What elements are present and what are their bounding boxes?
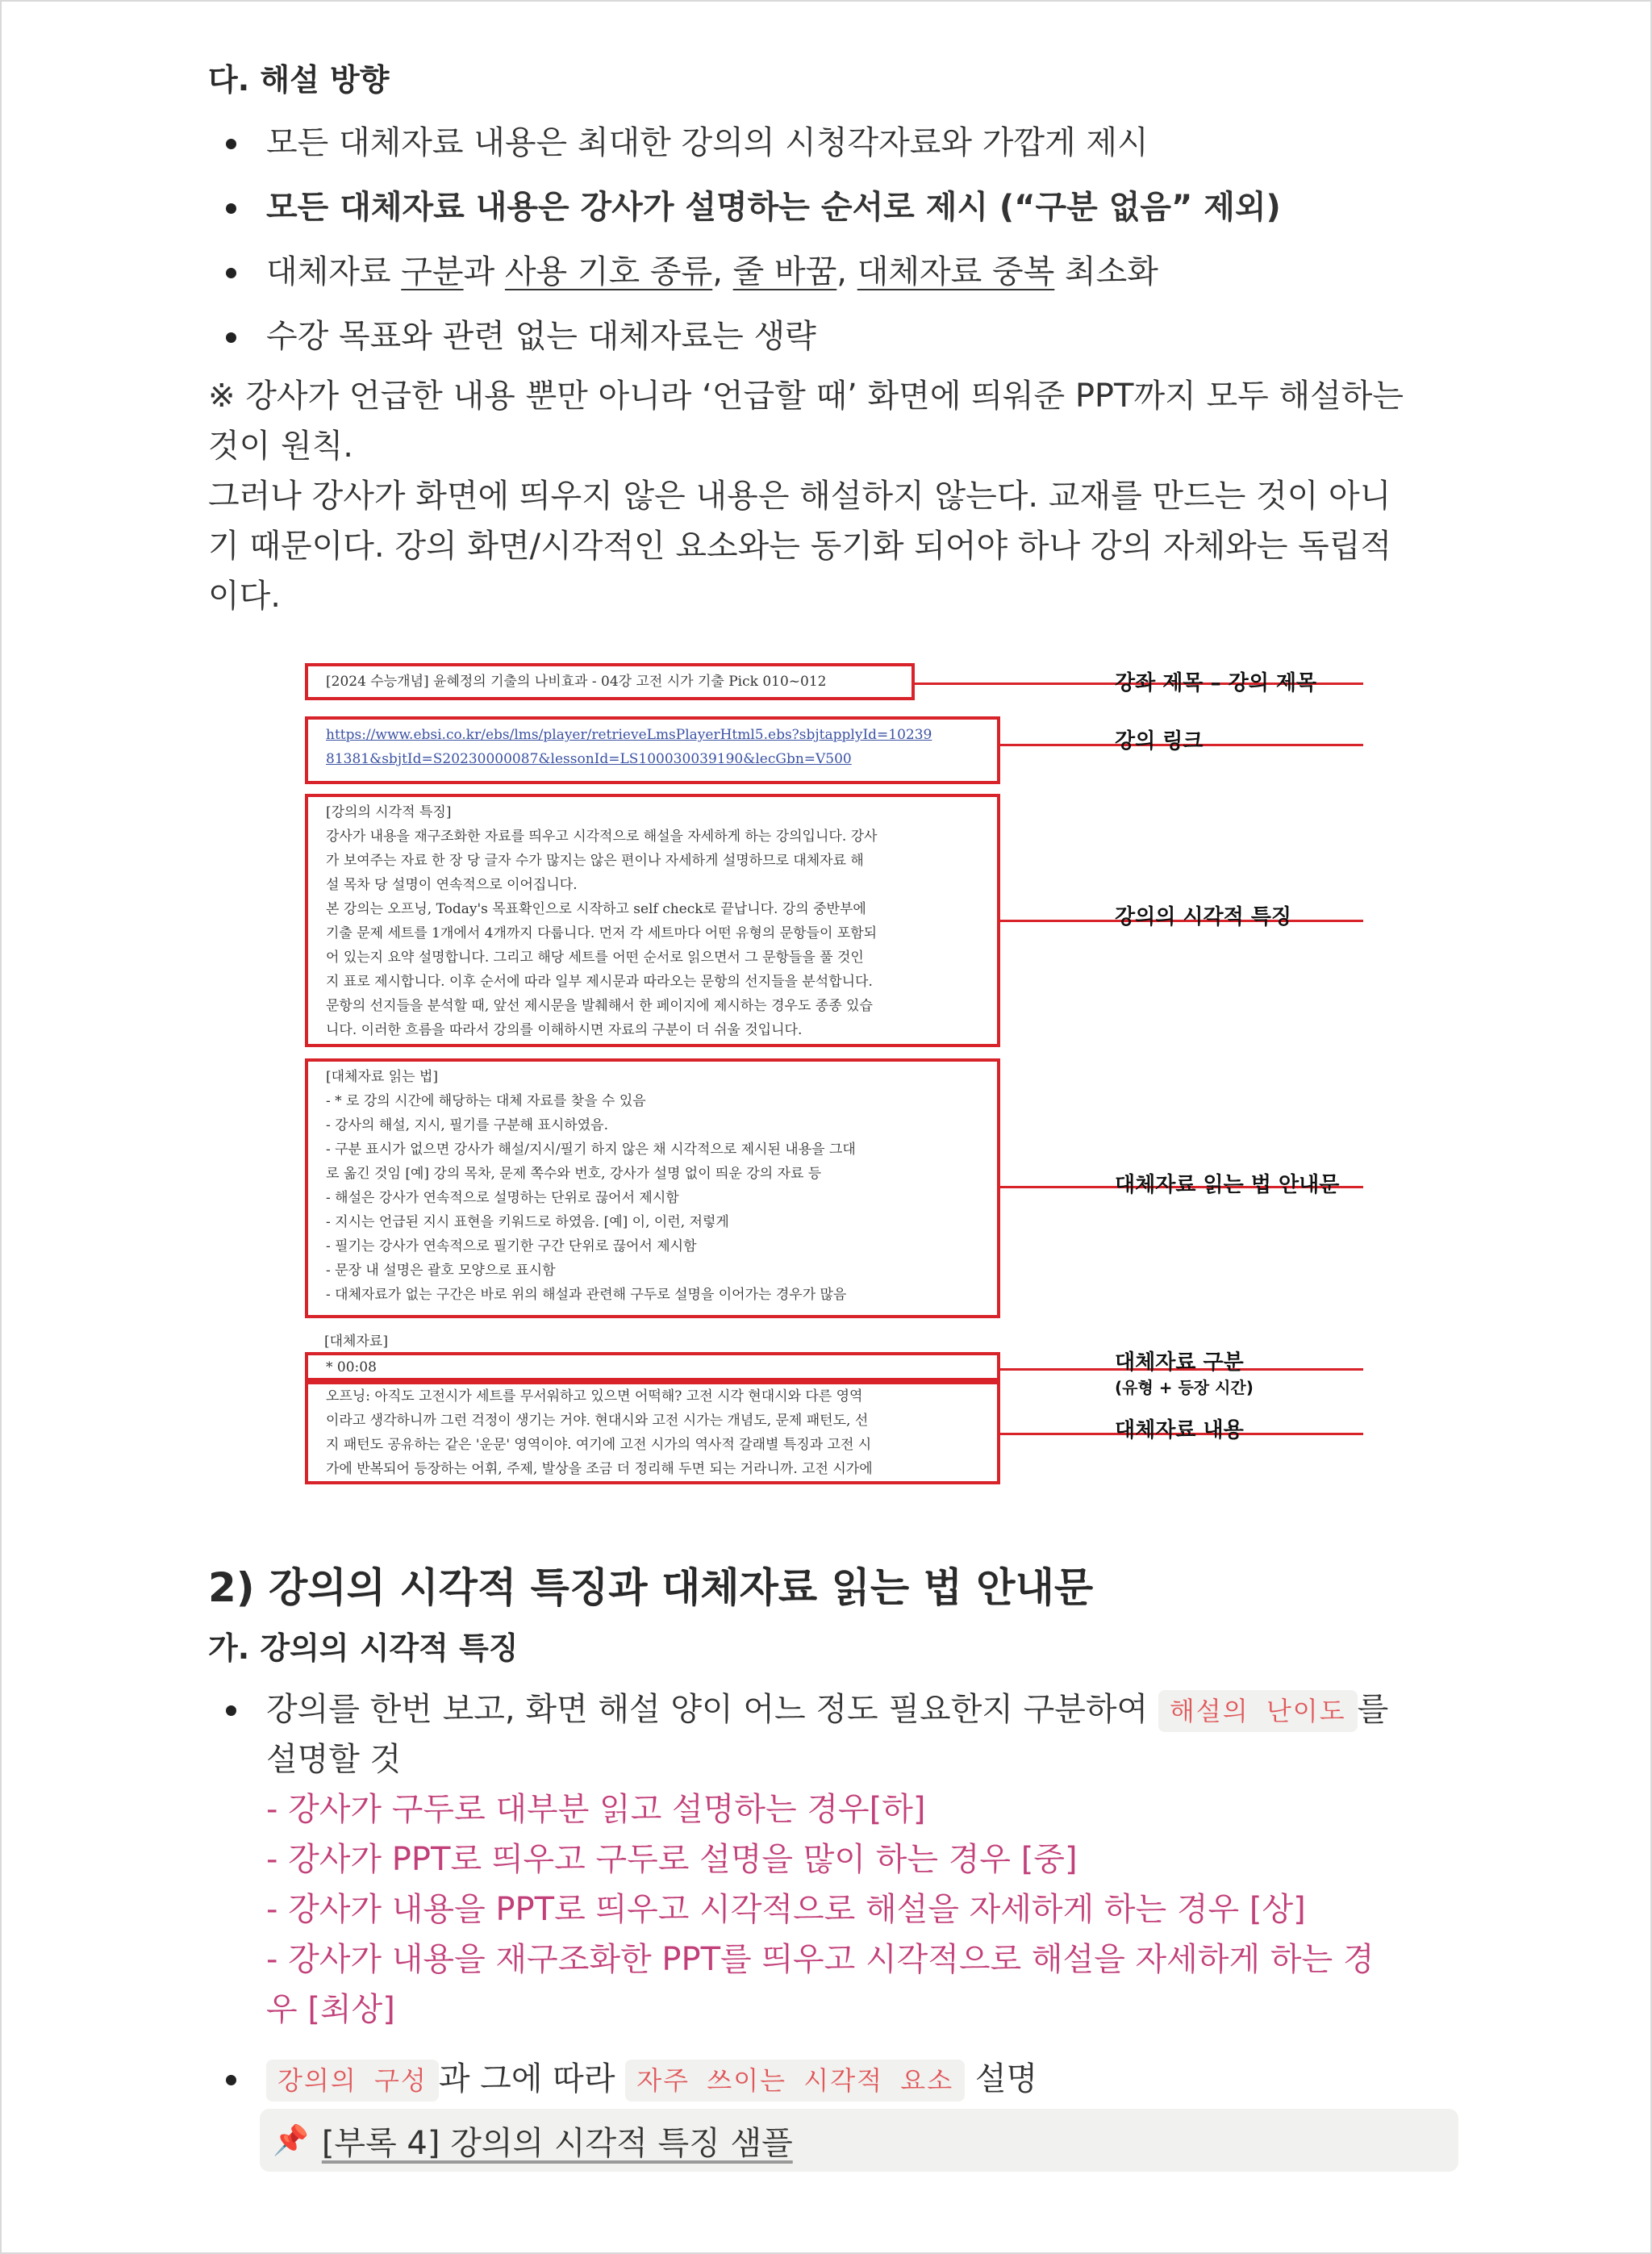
document-body: [208, 52, 1450, 621]
difficulty-level: 우 [최상]: [266, 1991, 395, 2028]
link-box: [305, 716, 1000, 784]
visual-features-list: [208, 1684, 1450, 1734]
sample-document-image: [300, 660, 1010, 1487]
underline-term: 구분: [401, 253, 464, 290]
alt-content-line: 가에 반복되어 등장하는 어휘, 주제, 발상을 조금 더 정리해 두면 되는 거라니까. 고전 시가에: [326, 1461, 873, 1477]
visual-features-box: [305, 794, 1000, 1047]
note-paragraph: [208, 371, 1450, 621]
guide-line: - 지시는 언급된 지시 표현을 키워드로 하였음. [예] 이, 이런, 저렇게: [326, 1214, 729, 1230]
code-tag: 자주 쓰이는 시각적 요소: [625, 2060, 965, 2102]
direction-item-3: 대체자료 구분과 사용 기호 종류, 줄 바꿈, 대체자료 중복 최소화: [208, 247, 1450, 297]
visual-item-2: 강의의 구성 과 그에 따라 자주 쓰이는 시각적 요소 설명: [208, 2054, 1450, 2104]
label-link: 강의 링크: [1115, 729, 1204, 753]
code-tag: 해설의 난이도: [1158, 1690, 1358, 1732]
alt-category-box: [305, 1352, 1000, 1381]
section-2-subheading: 가. 강의의 시각적 특징: [208, 1630, 519, 1666]
guide-line: - 강사의 해설, 지시, 필기를 구분해 표시하였음.: [326, 1117, 608, 1133]
appendix-link[interactable]: [부록 4] 강의의 시각적 특징 샘플: [321, 2124, 793, 2162]
direction-item-2: 모든 대체자료 내용은 강사가 설명하는 순서로 제시 (“구분 없음” 제외): [208, 182, 1450, 232]
label-content: 대체자료 내용: [1115, 1418, 1244, 1442]
visual-line: 가 보여주는 자료 한 장 당 글자 수가 많지는 않은 편이나 자세하게 설명하므로 대체자료 해: [326, 853, 864, 869]
alt-content-line: 오프닝: 아직도 고전시가 세트를 무서워하고 있으면 어떡해? 고전 시각 현대시와 다른 영역: [326, 1388, 863, 1405]
note-line: 그러나 강사가 화면에 띄우지 않은 내용은 해설하지 않는다. 교재를 만드는 것이 아니: [208, 478, 1391, 515]
visual-item-1-cont: 설명할 것: [266, 1741, 402, 1778]
guide-line: - 해설은 강사가 연속적으로 설명하는 단위로 끊어서 제시함: [326, 1190, 679, 1206]
direction-list: [208, 118, 1450, 361]
visual-line: 강사가 내용을 재구조화한 자료를 띄우고 시각적으로 해설을 자세하게 하는 강의입니다. 강사: [326, 829, 878, 845]
underline-term: 사용 기호 종류: [504, 253, 713, 290]
visual-line: 기출 문제 세트를 1개에서 4개까지 다룹니다. 먼저 각 세트마다 어떤 유형의 문항들이 포함되: [326, 925, 878, 941]
label-category: 대체자료 구분 (유형 + 등장 시간): [1115, 1350, 1254, 1397]
visual-line: 어 있는지 요약 설명합니다. 그리고 해당 세트를 어떤 순서로 읽으면서 그 문항들을 풀 것인: [326, 950, 864, 966]
note-line: 것이 원칙.: [208, 428, 353, 465]
pushpin-icon: 📌: [273, 2124, 309, 2157]
guide-line: - 문장 내 설명은 괄호 모양으로 표시함: [326, 1263, 556, 1279]
guide-line: - 대체자료가 없는 구간은 바로 위의 해설과 관련해 구두로 설명을 이어가는 경우가 많음: [326, 1287, 847, 1303]
visual-line: [강의의 시각적 특징]: [326, 804, 452, 820]
guide-line: 로 옮긴 것임 [예] 강의 목차, 문제 쪽수와 번호, 강사가 설명 없이 띄운 강의 자료 등: [326, 1166, 822, 1182]
visual-line: 본 강의는 오프닝, Today's 목표확인으로 시작하고 self check로 끝납니다. 강의 중반부에: [326, 901, 866, 917]
reading-guide-box: [305, 1058, 1000, 1318]
alt-content-line: 이라고 생각하니까 그런 걱정이 생기는 거야. 현대시와 고전 시가는 개념도, 문제 패턴도, 선: [326, 1413, 869, 1429]
direction-item-1: 모든 대체자료 내용은 최대한 강의의 시청각자료와 가깝게 제시: [208, 118, 1450, 168]
alt-time: * 00:08: [326, 1359, 377, 1375]
difficulty-level: - 강사가 구두로 대부분 읽고 설명하는 경우[하]: [266, 1791, 926, 1828]
section-2-heading: 2) 강의의 시각적 특징과 대체자료 읽는 법 안내문: [208, 1564, 1094, 1611]
lecture-link[interactable]: https://www.ebsi.co.kr/ebs/lms/player/retrieveLmsPlayerHtml5.ebs?sbjtapplyId=10239: [326, 727, 932, 743]
guide-line: [대체자료 읽는 법]: [326, 1069, 439, 1085]
lecture-link[interactable]: 81381&sbjtId=S20230000087&lessonId=LS100030039190&lecGbn=V500: [326, 751, 852, 767]
label-guide: 대체자료 읽는 법 안내문: [1115, 1173, 1340, 1197]
annotated-sample-figure: [300, 660, 1389, 1487]
note-line: 기 때문이다. 강의 화면/시각적인 요소와는 동기화 되어야 하나 강의 자체와는 독립적: [208, 528, 1392, 565]
note-line: ※ 강사가 언급한 내용 뿐만 아니라 ‘언급할 때’ 화면에 띄워준 PPT까지 모두 해설하는: [208, 378, 1404, 415]
underline-term: 대체자료 중복: [857, 253, 1055, 290]
visual-features-list-2: [208, 2054, 1450, 2104]
code-tag: 강의의 구성: [266, 2060, 439, 2102]
visual-line: 니다. 이러한 흐름을 따라서 강의를 이해하시면 자료의 구분이 더 쉬울 것입니다.: [326, 1022, 803, 1038]
appendix-callout[interactable]: [260, 2109, 1458, 2172]
direction-item-4: 수강 목표와 관련 없는 대체자료는 생략: [208, 311, 1450, 361]
alt-material-header: [대체자료]: [324, 1334, 388, 1350]
title-box: [305, 663, 915, 700]
note-line: 이다.: [208, 578, 281, 615]
label-title: 강좌 제목 – 강의 제목: [1115, 671, 1317, 695]
alt-content-line: 지 패턴도 공유하는 같은 '운문' 영역이야. 여기에 고전 시가의 역사적 갈래별 특징과 고전 시: [326, 1437, 872, 1453]
underline-term: 줄 바꿈: [732, 253, 837, 290]
difficulty-level: - 강사가 내용을 재구조화한 PPT를 띄우고 시각적으로 해설을 자세하게 하는 경: [266, 1941, 1375, 1978]
label-category-sub: (유형 + 등장 시간): [1115, 1378, 1254, 1397]
visual-line: 지 표로 제시합니다. 이후 순서에 따라 일부 제시문과 따라오는 문항의 선지들을 분석합니다.: [326, 974, 873, 990]
guide-line: - 필기는 강사가 연속적으로 필기한 구간 단위로 끊어서 제시함: [326, 1238, 697, 1254]
guide-line: - 구분 표시가 없으면 강사가 해설/지시/필기 하지 않은 채 시각적으로 제시된 내용을 그대: [326, 1142, 856, 1158]
section-2: [208, 1555, 1450, 2172]
label-visual: 강의의 시각적 특징: [1115, 905, 1292, 929]
difficulty-level: - 강사가 내용을 PPT로 띄우고 시각적으로 해설을 자세하게 하는 경우 [상]: [266, 1891, 1306, 1928]
section-heading-da: 다. 해설 방향: [208, 62, 390, 98]
visual-line: 설 목차 당 설명이 연속적으로 이어집니다.: [326, 877, 578, 893]
visual-line: 문항의 선지들을 분석할 때, 앞선 제시문을 발췌해서 한 페이지에 제시하는 경우도 종종 있습: [326, 998, 873, 1014]
guide-line: - * 로 강의 시간에 해당하는 대체 자료를 찾을 수 있음: [326, 1093, 646, 1109]
alt-content-box: [305, 1381, 1000, 1484]
difficulty-level: - 강사가 PPT로 띄우고 구두로 설명을 많이 하는 경우 [중]: [266, 1841, 1078, 1878]
course-title-text: [2024 수능개념] 윤혜정의 기출의 나비효과 - 04강 고전 시가 기출 Pick 010~012: [326, 674, 827, 690]
visual-item-1: 강의를 한번 보고, 화면 해설 양이 어느 정도 필요한지 구분하여 해설의 난이도 를: [208, 1684, 1450, 1734]
